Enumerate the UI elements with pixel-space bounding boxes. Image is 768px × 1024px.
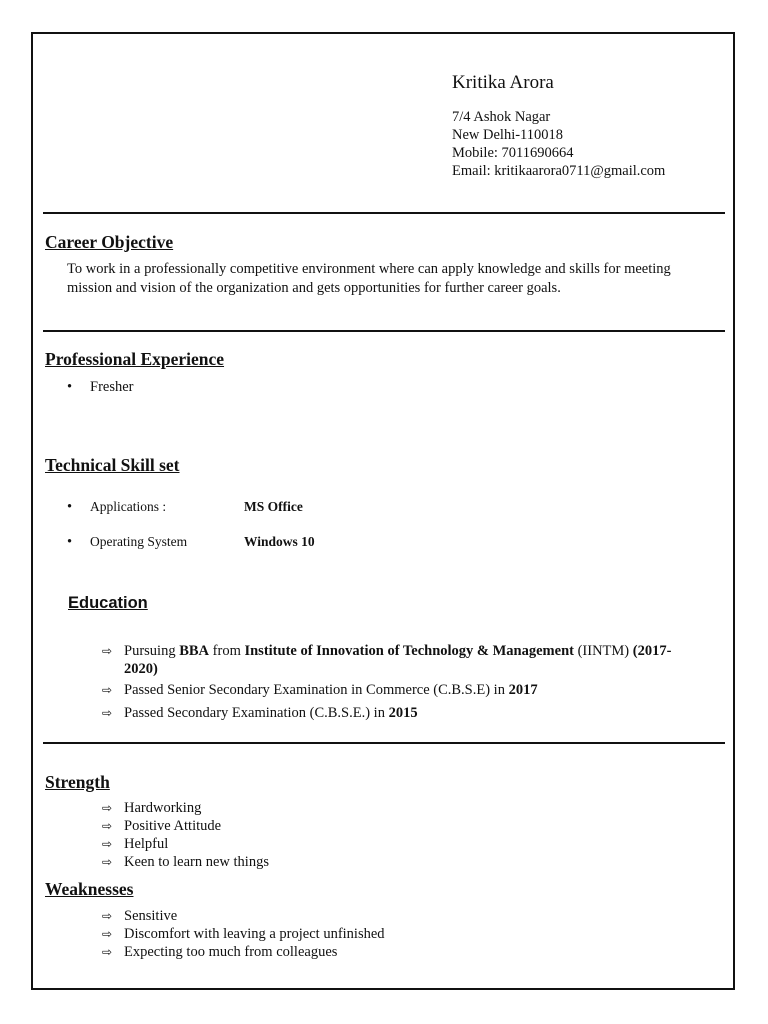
arrow-bullet-icon: ⇨ <box>102 855 113 869</box>
weakness-item: Expecting too much from colleagues <box>124 944 338 960</box>
section-divider <box>43 742 725 744</box>
arrow-bullet-icon: ⇨ <box>102 706 113 720</box>
career-objective-line-2: mission and vision of the organization and gets opportunities for further career goals. <box>67 280 561 296</box>
strength-heading: Strength <box>45 772 110 792</box>
section-divider <box>43 330 725 332</box>
arrow-bullet-icon: ⇨ <box>102 819 113 833</box>
weaknesses-heading: Weaknesses <box>45 879 134 899</box>
career-objective-line-1: To work in a professionally competitive environment where can apply knowledge and skills for meeting <box>67 261 671 277</box>
education-text: Passed Secondary Examination (C.B.S.E.) in 2015 <box>124 705 418 721</box>
skill-value: MS Office <box>244 499 303 514</box>
address-line-1: 7/4 Ashok Nagar <box>452 109 551 125</box>
strength-item: Helpful <box>124 836 169 852</box>
experience-item: Fresher <box>90 379 134 395</box>
arrow-bullet-icon: ⇨ <box>102 683 113 697</box>
arrow-bullet-icon: ⇨ <box>102 801 113 815</box>
section-divider <box>43 212 725 214</box>
strength-item: Keen to learn new things <box>124 854 269 870</box>
mobile-number: Mobile: 7011690664 <box>452 145 574 161</box>
weakness-item: Sensitive <box>124 908 178 924</box>
skill-label: Applications : <box>90 499 167 514</box>
education-text: Pursuing BBA from Institute of Innovation of Technology & Management (IINTM) (2017- <box>124 643 672 659</box>
bullet-icon: • <box>67 534 73 550</box>
email-address: Email: kritikaarora0711@gmail.com <box>452 163 666 179</box>
arrow-bullet-icon: ⇨ <box>102 837 113 851</box>
arrow-bullet-icon: ⇨ <box>102 927 113 941</box>
skill-value: Windows 10 <box>244 534 315 549</box>
address-line-2: New Delhi-110018 <box>452 127 564 143</box>
bullet-icon: • <box>67 499 73 515</box>
technical-skills-heading: Technical Skill set <box>45 455 180 475</box>
education-item-continuation: 2020) <box>124 661 158 677</box>
arrow-bullet-icon: ⇨ <box>102 644 113 658</box>
arrow-bullet-icon: ⇨ <box>102 909 113 923</box>
weakness-item: Discomfort with leaving a project unfinished <box>124 926 385 942</box>
professional-experience-heading: Professional Experience <box>45 349 225 369</box>
strength-item: Positive Attitude <box>124 818 222 834</box>
strength-item: Hardworking <box>124 800 202 816</box>
education-text: Passed Senior Secondary Examination in Commerce (C.B.S.E) in 2017 <box>124 682 538 698</box>
skill-label: Operating System <box>90 534 188 549</box>
arrow-bullet-icon: ⇨ <box>102 945 113 959</box>
bullet-icon: • <box>67 379 73 395</box>
candidate-name: Kritika Arora <box>452 72 554 93</box>
education-heading: Education <box>68 594 148 612</box>
career-objective-heading: Career Objective <box>45 232 174 252</box>
